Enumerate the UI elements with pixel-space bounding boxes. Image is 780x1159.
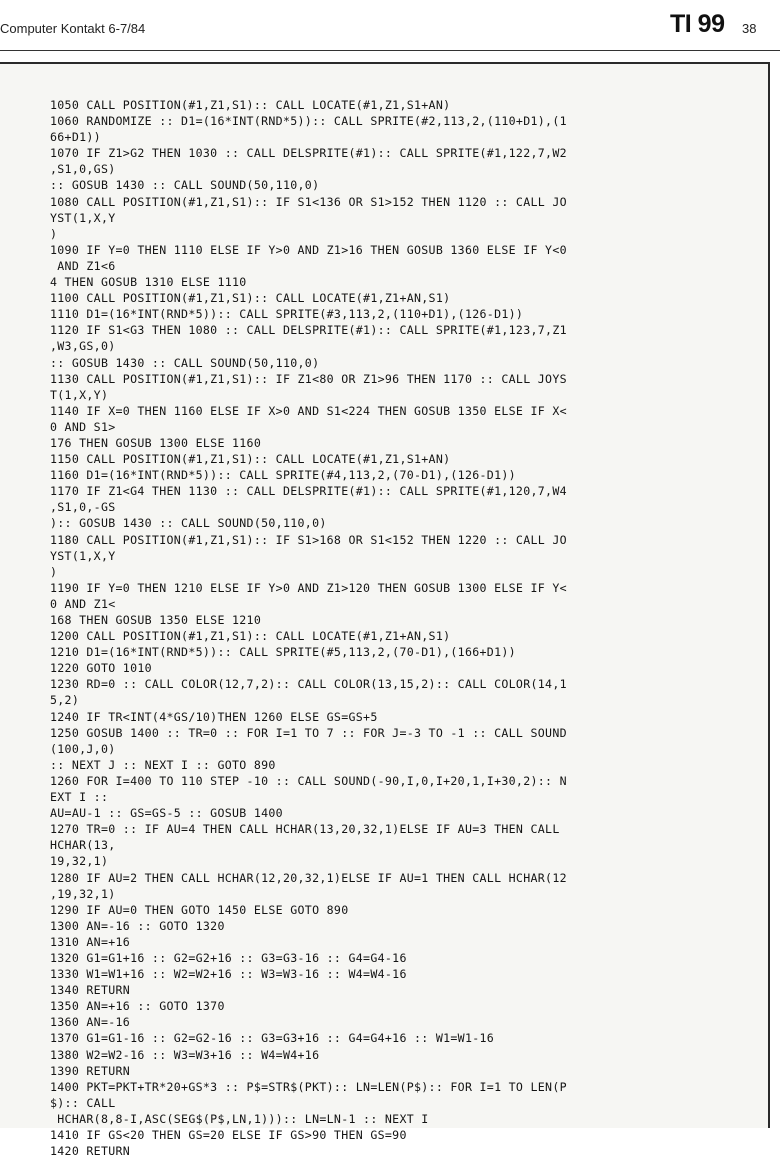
code-line: 1140 IF X=0 THEN 1160 ELSE IF X>0 AND S1<224 THEN GOSUB 1350 ELSE IF X< [50,403,567,418]
code-line: 1220 GOTO 1010 [50,661,152,676]
code-line: AU=AU-1 :: GS=GS-5 :: GOSUB 1400 [50,806,283,821]
section-title: TI 99 [670,10,725,38]
code-line: 1240 IF TR<INT(4*GS/10)THEN 1260 ELSE GS=GS+5 [50,709,378,724]
code-line: :: GOSUB 1430 :: CALL SOUND(50,110,0) [50,355,320,370]
code-line: YST(1,X,Y [50,210,116,225]
code-line: 1270 TR=0 :: IF AU=4 THEN CALL HCHAR(13,20,32,1)ELSE IF AU=3 THEN CALL [50,822,560,837]
code-line: 19,32,1) [50,854,109,869]
code-line: ,S1,0,GS) [50,162,116,177]
code-line: :: NEXT J :: NEXT I :: GOTO 890 [50,757,276,772]
code-line: 1300 AN=-16 :: GOTO 1320 [50,918,225,933]
code-line: 1160 D1=(16*INT(RND*5)):: CALL SPRITE(#4,113,2,(70-D1),(126-D1)) [50,468,516,483]
code-line: T(1,X,Y) [50,387,109,402]
code-line: 1230 RD=0 :: CALL COLOR(12,7,2):: CALL COLOR(13,15,2):: CALL COLOR(14,1 [50,677,567,692]
code-line: 1400 PKT=PKT+TR*20+GS*3 :: P$=STR$(PKT):: LN=LEN(P$):: FOR I=1 TO LEN(P [50,1079,567,1094]
code-line: 1290 IF AU=0 THEN GOTO 1450 ELSE GOTO 890 [50,902,349,917]
code-line: 1310 AN=+16 [50,934,131,949]
code-line: 1370 G1=G1-16 :: G2=G2-16 :: G3=G3+16 :: G4=G4+16 :: W1=W1-16 [50,1031,495,1046]
code-line: ,S1,0,-GS [50,500,116,515]
page-number: 38 [742,21,757,36]
code-line: 1360 AN=-16 [50,1015,131,1030]
code-line: $):: CALL [50,1095,116,1110]
basic-listing [50,97,765,1159]
code-line: ) [50,226,58,241]
code-line: 1210 D1=(16*INT(RND*5)):: CALL SPRITE(#5,113,2,(70-D1),(166+D1)) [50,645,516,660]
code-line: :: GOSUB 1430 :: CALL SOUND(50,110,0) [50,178,320,193]
code-line: 1130 CALL POSITION(#1,Z1,S1):: IF Z1<80 OR Z1>96 THEN 1170 :: CALL JOYS [50,371,567,386]
code-line: 1170 IF Z1<G4 THEN 1130 :: CALL DELSPRITE(#1):: CALL SPRITE(#1,120,7,W4 [50,484,567,499]
code-line: 1320 G1=G1+16 :: G2=G2+16 :: G3=G3-16 :: G4=G4-16 [50,950,407,965]
code-line: ):: GOSUB 1430 :: CALL SOUND(50,110,0) [50,516,327,531]
code-line: 168 THEN GOSUB 1350 ELSE 1210 [50,613,262,627]
code-line: 1350 AN=+16 :: GOTO 1370 [50,999,225,1014]
code-line: 1100 CALL POSITION(#1,Z1,S1):: CALL LOCATE(#1,Z1+AN,S1) [50,291,451,306]
code-line: 1050 CALL POSITION(#1,Z1,S1):: CALL LOCATE(#1,Z1,S1+AN) [50,98,451,112]
code-line: 1280 IF AU=2 THEN CALL HCHAR(12,20,32,1)ELSE IF AU=1 THEN CALL HCHAR(12 [50,870,567,885]
code-line: 1080 CALL POSITION(#1,Z1,S1):: IF S1<136 OR S1>152 THEN 1120 :: CALL JO [50,194,567,209]
code-line: ,W3,GS,0) [50,339,116,354]
code-line: EXT I :: [50,790,109,805]
code-line: 1410 IF GS<20 THEN GS=20 ELSE IF GS>90 THEN GS=90 [50,1128,407,1142]
code-line: 1070 IF Z1>G2 THEN 1030 :: CALL DELSPRITE(#1):: CALL SPRITE(#1,122,7,W2 [50,146,567,161]
code-line: YST(1,X,Y [50,548,116,563]
code-line: 1200 CALL POSITION(#1,Z1,S1):: CALL LOCATE(#1,Z1+AN,S1) [50,629,451,644]
code-line: 1250 GOSUB 1400 :: TR=0 :: FOR I=1 TO 7 :: FOR J=-3 TO -1 :: CALL SOUND [50,725,567,740]
code-line: 0 AND Z1< [50,596,116,611]
code-line: 1090 IF Y=0 THEN 1110 ELSE IF Y>0 AND Z1>16 THEN GOSUB 1360 ELSE IF Y<0 [50,242,567,257]
code-line: 1120 IF S1<G3 THEN 1080 :: CALL DELSPRITE(#1):: CALL SPRITE(#1,123,7,Z1 [50,323,567,338]
code-line: HCHAR(8,8-I,ASC(SEG$(P$,LN,1))):: LN=LN-1 :: NEXT I [50,1111,429,1126]
code-line: 0 AND S1> [50,419,116,434]
code-line: 1190 IF Y=0 THEN 1210 ELSE IF Y>0 AND Z1>120 THEN GOSUB 1300 ELSE IF Y< [50,580,567,595]
page-header [0,0,780,51]
code-line: 1180 CALL POSITION(#1,Z1,S1):: IF S1>168 OR S1<152 THEN 1220 :: CALL JO [50,532,567,547]
magazine-title: Computer Kontakt 6-7/84 [0,21,146,36]
code-line: 1380 W2=W2-16 :: W3=W3+16 :: W4=W4+16 [50,1047,320,1062]
code-line: (100,J,0) [50,741,116,756]
code-line: 1390 RETURN [50,1063,131,1078]
code-line: 1260 FOR I=400 TO 110 STEP -10 :: CALL SOUND(-90,I,0,I+20,1,I+30,2):: N [50,773,567,788]
code-line: HCHAR(13, [50,838,116,853]
code-line: AND Z1<6 [50,258,116,273]
code-line: 4 THEN GOSUB 1310 ELSE 1110 [50,275,247,290]
code-line: 176 THEN GOSUB 1300 ELSE 1160 [50,435,262,450]
code-line: ,19,32,1) [50,886,116,901]
code-line: 1060 RANDOMIZE :: D1=(16*INT(RND*5)):: CALL SPRITE(#2,113,2,(110+D1),(1 [50,114,567,129]
code-line: 1340 RETURN [50,983,131,998]
code-line: 5,2) [50,693,80,708]
code-line: 66+D1)) [50,130,101,145]
code-line: 1110 D1=(16*INT(RND*5)):: CALL SPRITE(#3,113,2,(110+D1),(126-D1)) [50,307,524,322]
code-line: 1420 RETURN [50,1144,131,1159]
code-line: ) [50,564,58,579]
code-line: 1330 W1=W1+16 :: W2=W2+16 :: W3=W3-16 :: W4=W4-16 [50,967,407,982]
code-line: 1150 CALL POSITION(#1,Z1,S1):: CALL LOCATE(#1,Z1,S1+AN) [50,452,451,467]
